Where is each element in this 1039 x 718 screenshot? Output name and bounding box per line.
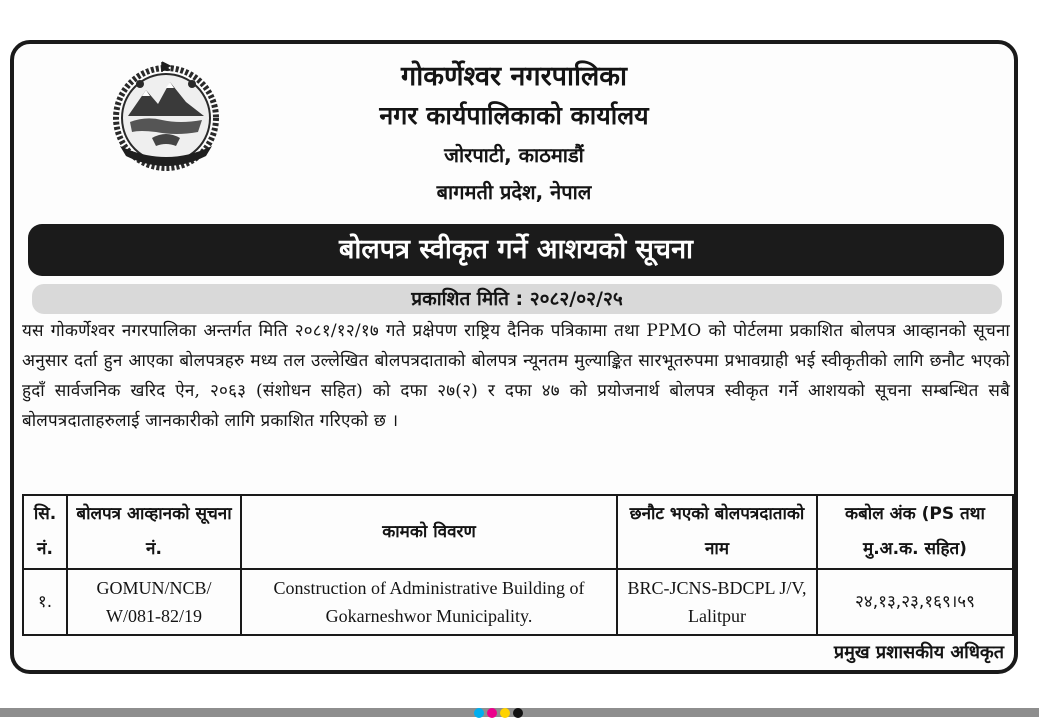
notice-title-banner	[28, 224, 1004, 276]
header-notice-no: बोलपत्र आव्हानको सूचना नं.	[67, 495, 241, 569]
row-work-description: Construction of Administrative Building of Gokarneshwor Municipality.	[241, 569, 617, 635]
print-registration-dots	[474, 708, 523, 717]
notice-frame	[10, 40, 1018, 674]
header-bidder-name: छनौट भएको बोलपत्रदाताको नाम	[617, 495, 817, 569]
municipality-name: गोकर्णेश्वर नगरपालिका	[401, 61, 627, 92]
table-header-row	[23, 495, 1013, 569]
published-label: प्रकाशित मिति :	[411, 288, 524, 310]
signatory-title: प्रमुख प्रशासकीय अधिकृत	[833, 642, 1004, 663]
table-row	[23, 569, 1013, 635]
notice-title: बोलपत्र स्वीकृत गर्ने आशयको सूचना	[338, 234, 694, 265]
notice-body-text: यस गोकर्णेश्वर नगरपालिका अन्तर्गत मिति २०८१/१२/१७ गते प्रक्षेपण राष्ट्रिय दैनिक पत्रिकामा तथा PPMO को पोर्टलमा प्रकाशित बोलपत्र आव्हानको सूचना अनुसार दर्ता हुन आएका बोलपत्रहरु मध्य तल उल्लेखित बोलपत्रदाताको बोलपत्र न्यूनतम मुल्याङ्कित सारभूतरुपमा प्रभावग्राही भई स्वीकृतीको लागि छनौट भएको हुदाँ सार्वजनिक खरिद ऐन, २०६३ (संशोधन सहित) को दफा २७(२) र दफा ४७ को प्रयोजनार्थ बोलपत्र स्वीकृत गर्ने आशयको सूचना सम्बन्धित सबै बोलपत्रदाताहरुलाई जानकारीको लागि प्रकाशित गरिएको छ ।	[22, 321, 1010, 431]
row-notice-no: GOMUN/NCB/ W/081-82/19	[67, 569, 241, 635]
header-work-description: कामको विवरण	[241, 495, 617, 569]
selected-bidder-table	[22, 494, 1014, 636]
province-country: बागमती प्रदेश, नेपाल	[436, 180, 592, 204]
row-serial-no: १.	[23, 569, 67, 635]
row-bid-amount: २४,१३,२३,१६९।५९	[817, 569, 1013, 635]
published-date: २०८२/०२/२५	[529, 288, 623, 310]
published-date-band	[32, 284, 1002, 314]
header-bid-amount: कबोल अंक (PS तथा मु.अ.क. सहित)	[817, 495, 1013, 569]
office-name: नगर कार्यपालिकाको कार्यालय	[379, 101, 649, 130]
header-serial-no: सि. नं.	[23, 495, 67, 569]
office-address: जोरपाटी, काठमाडौं	[444, 143, 584, 167]
row-bidder-name: BRC-JCNS-BDCPL J/V, Lalitpur	[617, 569, 817, 635]
